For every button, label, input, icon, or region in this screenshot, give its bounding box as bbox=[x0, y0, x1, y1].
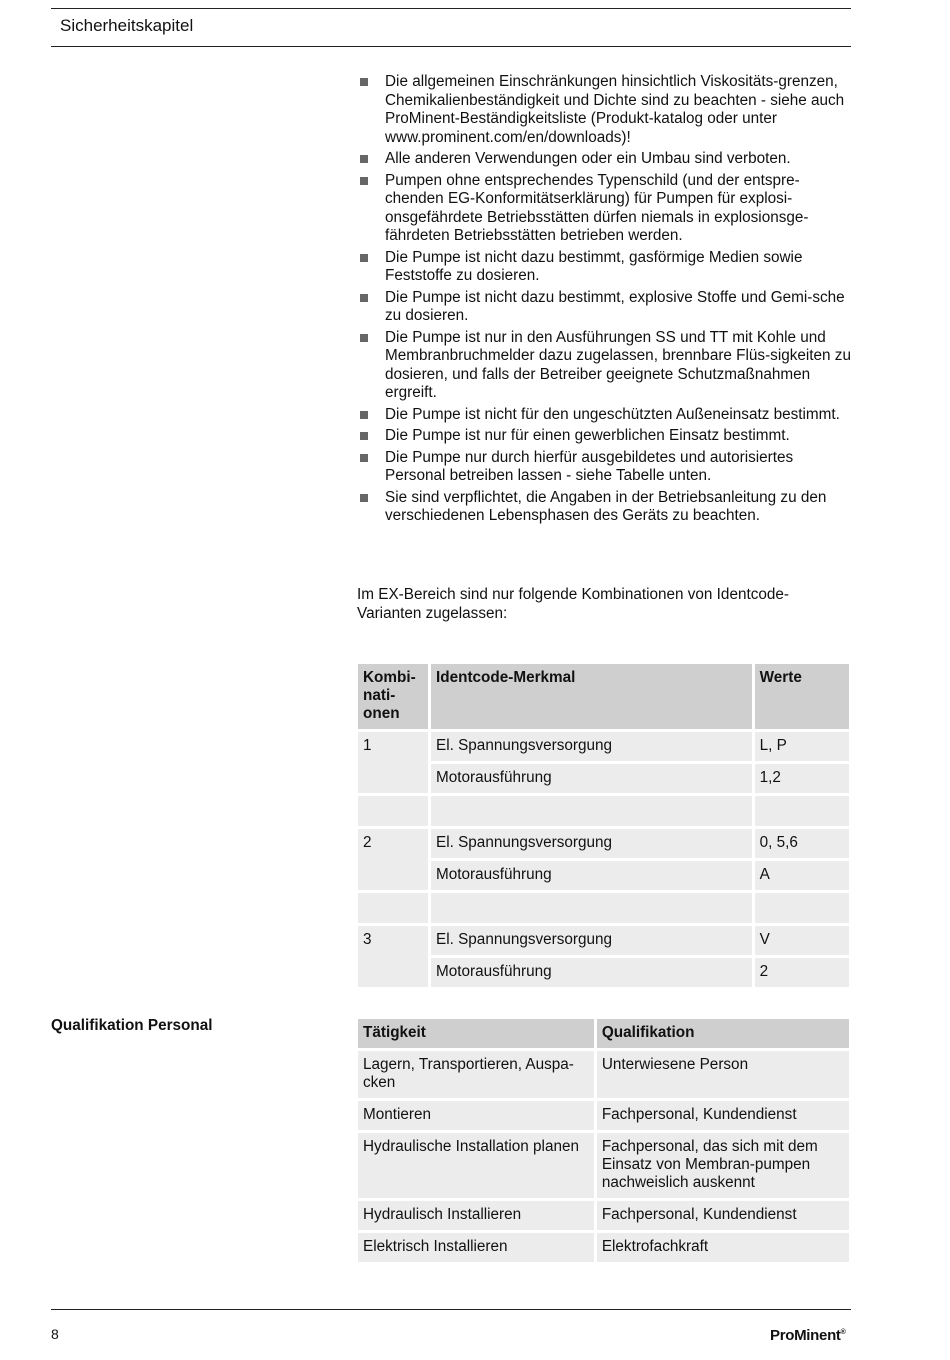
table-row bbox=[358, 926, 849, 955]
ex-area-intro: Im EX-Bereich sind nur folgende Kombinationen von Identcode-Varianten zugelassen: bbox=[357, 586, 789, 622]
table-row bbox=[358, 1051, 849, 1098]
column-header-feature: Identcode-Merkmal bbox=[431, 664, 752, 729]
list-item: Die Pumpe ist nicht dazu bestimmt, explosive Stoffe und Gemi-sche zu dosieren. bbox=[358, 289, 853, 326]
qualification-cell: Fachpersonal, das sich mit dem Einsatz von Membran-pumpen nachweislich auskennt bbox=[597, 1133, 849, 1198]
registered-mark: ® bbox=[840, 1329, 846, 1336]
square-bullet-icon bbox=[360, 454, 368, 462]
identcode-combination-table bbox=[355, 661, 852, 990]
list-item: Die Pumpe ist nur in den Ausführungen SS und TT mit Kohle und Membranbruchmelder dazu zugelassen, brennbare Flüs-sigkeiten zu dosieren, und falls der Betreiber geeignete Schutzmaßnahmen ergreift. bbox=[358, 329, 853, 403]
qualification-cell: Fachpersonal, Kundendienst bbox=[597, 1101, 849, 1130]
prominent-logo: ProMinent® bbox=[770, 1327, 846, 1344]
square-bullet-icon bbox=[360, 411, 368, 419]
list-item: Alle anderen Verwendungen oder ein Umbau sind verboten. bbox=[358, 150, 853, 169]
identcode-feature: El. Spannungsversorgung bbox=[431, 829, 752, 858]
identcode-value: 1,2 bbox=[755, 764, 849, 793]
identcode-feature: El. Spannungsversorgung bbox=[431, 732, 752, 761]
page-title: Sicherheitskapitel bbox=[60, 16, 194, 35]
table-header-row bbox=[358, 664, 849, 729]
list-item: Pumpen ohne entsprechendes Typenschild (und der entspre-chenden EG-Konformitätserklärung) für Pumpen für explosi-onsgefährdete Betriebsstätten dürfen niemals in explosionsge-fährdeten Betriebsstätten betrieben werden. bbox=[358, 172, 853, 246]
column-header-qualification: Qualifikation bbox=[597, 1019, 849, 1048]
identcode-value: L, P bbox=[755, 732, 849, 761]
table-row bbox=[358, 958, 849, 987]
header-top-rule bbox=[51, 8, 851, 9]
combination-number: 2 bbox=[358, 829, 428, 890]
qualification-cell: Unterwiesene Person bbox=[597, 1051, 849, 1098]
list-item: Die Pumpe ist nur für einen gewerblichen Einsatz bestimmt. bbox=[358, 427, 853, 446]
square-bullet-icon bbox=[360, 78, 368, 86]
page-number: 8 bbox=[51, 1326, 59, 1342]
identcode-value: A bbox=[755, 861, 849, 890]
list-item: Die Pumpe ist nicht dazu bestimmt, gasförmige Medien sowie Feststoffe zu dosieren. bbox=[358, 249, 853, 286]
column-header-activity: Tätigkeit bbox=[358, 1019, 594, 1048]
list-item: Die Pumpe nur durch hierfür ausgebildetes und autorisiertes Personal betreiben lassen - siehe Tabelle unten. bbox=[358, 449, 853, 486]
square-bullet-icon bbox=[360, 294, 368, 302]
identcode-feature: Motorausführung bbox=[431, 958, 752, 987]
list-item: Sie sind verpflichtet, die Angaben in der Betriebsanleitung zu den verschiedenen Lebensphasen des Geräts zu beachten. bbox=[358, 489, 853, 526]
spacer-row bbox=[358, 796, 849, 826]
table-header-row bbox=[358, 1019, 849, 1048]
table-row bbox=[358, 1101, 849, 1130]
square-bullet-icon bbox=[360, 177, 368, 185]
table-row bbox=[358, 829, 849, 858]
spacer-row bbox=[358, 893, 849, 923]
identcode-feature: Motorausführung bbox=[431, 764, 752, 793]
table-row bbox=[358, 732, 849, 761]
square-bullet-icon bbox=[360, 155, 368, 163]
activity-cell: Hydraulische Installation planen bbox=[358, 1133, 594, 1198]
qualification-cell: Fachpersonal, Kundendienst bbox=[597, 1201, 849, 1230]
table-row bbox=[358, 1233, 849, 1262]
square-bullet-icon bbox=[360, 254, 368, 262]
list-item: Die allgemeinen Einschränkungen hinsichtlich Viskositäts-grenzen, Chemikalienbeständigkeit und Dichte sind zu beachten - siehe auch ProMinent-Beständigkeitsliste (Produkt-katalog oder unter www.prominent.com/en/downloads)! bbox=[358, 73, 853, 147]
activity-cell: Lagern, Transportieren, Auspa-cken bbox=[358, 1051, 594, 1098]
square-bullet-icon bbox=[360, 334, 368, 342]
activity-cell: Montieren bbox=[358, 1101, 594, 1130]
qualification-section-label: Qualifikation Personal bbox=[51, 1017, 213, 1034]
square-bullet-icon bbox=[360, 494, 368, 502]
personnel-qualification-table bbox=[355, 1016, 852, 1265]
column-header-values: Werte bbox=[755, 664, 849, 729]
table-row bbox=[358, 764, 849, 793]
restrictions-list bbox=[358, 73, 853, 529]
identcode-feature: El. Spannungsversorgung bbox=[431, 926, 752, 955]
square-bullet-icon bbox=[360, 432, 368, 440]
combination-number: 1 bbox=[358, 732, 428, 793]
combination-number: 3 bbox=[358, 926, 428, 987]
qualification-cell: Elektrofachkraft bbox=[597, 1233, 849, 1262]
list-item: Die Pumpe ist nicht für den ungeschützten Außeneinsatz bestimmt. bbox=[358, 406, 853, 425]
identcode-value: 2 bbox=[755, 958, 849, 987]
activity-cell: Hydraulisch Installieren bbox=[358, 1201, 594, 1230]
column-header-combinations: Kombi-nati-onen bbox=[358, 664, 428, 729]
table-row bbox=[358, 861, 849, 890]
table-row bbox=[358, 1201, 849, 1230]
header-bottom-rule bbox=[51, 46, 851, 47]
identcode-feature: Motorausführung bbox=[431, 861, 752, 890]
activity-cell: Elektrisch Installieren bbox=[358, 1233, 594, 1262]
footer-rule bbox=[51, 1309, 851, 1310]
identcode-value: V bbox=[755, 926, 849, 955]
table-row bbox=[358, 1133, 849, 1198]
identcode-value: 0, 5,6 bbox=[755, 829, 849, 858]
